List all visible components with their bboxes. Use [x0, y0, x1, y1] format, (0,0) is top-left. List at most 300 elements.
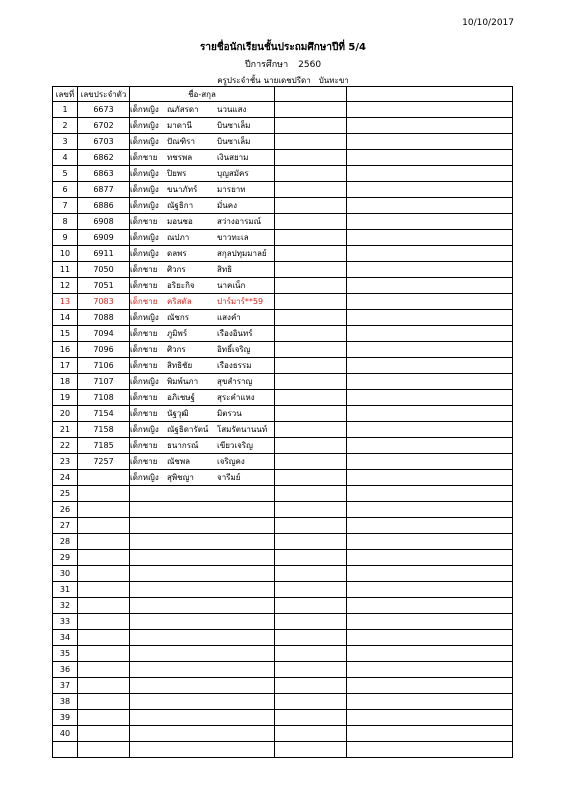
- table-row: [53, 102, 513, 118]
- blank-cell: [347, 358, 513, 374]
- student-id: 6863: [78, 166, 130, 182]
- student-id: [78, 598, 130, 614]
- table-row: [53, 518, 513, 534]
- first-name: อภิเชษฐ์: [167, 393, 195, 402]
- student-id: [78, 470, 130, 486]
- table-row: [53, 422, 513, 438]
- student-name: [130, 726, 275, 742]
- blank-cell: [347, 182, 513, 198]
- blank-cell: [275, 342, 347, 358]
- student-id: 7185: [78, 438, 130, 454]
- blank-cell: [275, 582, 347, 598]
- table-row: [53, 566, 513, 582]
- student-name: [130, 166, 275, 182]
- student-id: [78, 646, 130, 662]
- blank-cell: [275, 230, 347, 246]
- table-row: [53, 550, 513, 566]
- blank-cell: [347, 310, 513, 326]
- name-prefix: เด็กหญิง: [130, 473, 159, 482]
- student-name: [130, 374, 275, 390]
- name-prefix: เด็กหญิง: [130, 233, 159, 242]
- row-number: 18: [53, 374, 78, 390]
- blank-cell: [347, 486, 513, 502]
- student-name: [130, 102, 275, 118]
- student-id: [78, 678, 130, 694]
- first-name: ธนากรณ์: [167, 441, 199, 450]
- student-name: [130, 582, 275, 598]
- blank-cell: [347, 406, 513, 422]
- first-name: ดลพร: [167, 249, 187, 258]
- first-name: พิมพ์นภา: [167, 377, 199, 386]
- col-header-extra1: [275, 87, 347, 102]
- student-id: 7107: [78, 374, 130, 390]
- last-name: เจริญคง: [217, 457, 245, 466]
- student-name: [130, 710, 275, 726]
- student-id: [78, 630, 130, 646]
- row-number: 28: [53, 534, 78, 550]
- first-name: ณัฐธิดารัตน์: [167, 425, 209, 434]
- blank-cell: [347, 454, 513, 470]
- student-id: 7154: [78, 406, 130, 422]
- first-name: อริยะกิจ: [167, 281, 195, 290]
- last-name: แสงคำ: [217, 313, 241, 322]
- student-id: [78, 662, 130, 678]
- col-header-name: ชื่อ-สกุล: [130, 87, 275, 102]
- table-row: [53, 630, 513, 646]
- blank-cell: [347, 374, 513, 390]
- student-name: [130, 694, 275, 710]
- student-name: [130, 198, 275, 214]
- table-row: [53, 278, 513, 294]
- name-prefix: เด็กหญิง: [130, 201, 159, 210]
- last-name: ขาวทะเล: [217, 233, 249, 242]
- blank-cell: [347, 246, 513, 262]
- table-row: [53, 310, 513, 326]
- table-row: [53, 198, 513, 214]
- blank-cell: [347, 678, 513, 694]
- blank-cell: [275, 390, 347, 406]
- student-id: [78, 486, 130, 502]
- table-row: [53, 598, 513, 614]
- row-number: 8: [53, 214, 78, 230]
- student-name: [130, 550, 275, 566]
- table-row: [53, 486, 513, 502]
- student-name: [130, 358, 275, 374]
- col-header-extra2: [347, 87, 513, 102]
- student-id: 6886: [78, 198, 130, 214]
- row-number: 6: [53, 182, 78, 198]
- last-name: มารยาท: [217, 185, 246, 194]
- col-header-no: เลขที่: [53, 87, 78, 102]
- academic-year-label: ปีการศึกษา: [244, 60, 289, 70]
- row-number: 35: [53, 646, 78, 662]
- first-name: ศิวกร: [167, 265, 186, 274]
- student-id: 6702: [78, 118, 130, 134]
- name-prefix: เด็กชาย: [130, 457, 158, 466]
- blank-cell: [275, 374, 347, 390]
- blank-cell: [275, 294, 347, 310]
- table-row: [53, 710, 513, 726]
- student-id: [78, 502, 130, 518]
- table-row: [53, 294, 513, 310]
- blank-cell: [275, 614, 347, 630]
- student-name: [130, 246, 275, 262]
- blank-cell: [347, 118, 513, 134]
- academic-year-value: 2560: [298, 60, 322, 70]
- row-number: 4: [53, 150, 78, 166]
- student-id: [78, 534, 130, 550]
- table-row: [53, 246, 513, 262]
- row-number: 10: [53, 246, 78, 262]
- row-number: 5: [53, 166, 78, 182]
- blank-cell: [275, 150, 347, 166]
- table-row: [53, 214, 513, 230]
- blank-cell: [347, 470, 513, 486]
- table-row: [53, 342, 513, 358]
- blank-cell: [275, 262, 347, 278]
- student-id: 6911: [78, 246, 130, 262]
- name-prefix: เด็กชาย: [130, 409, 158, 418]
- blank-cell: [275, 310, 347, 326]
- first-name: สิทธิชัย: [167, 361, 193, 370]
- blank-cell: [275, 278, 347, 294]
- student-name: [130, 534, 275, 550]
- row-number: 9: [53, 230, 78, 246]
- last-name: สว่างอารมณ์: [217, 217, 262, 226]
- student-name: [130, 182, 275, 198]
- table-row: [53, 454, 513, 470]
- blank-cell: [275, 198, 347, 214]
- first-name: ปิยพร: [167, 169, 187, 178]
- blank-cell: [347, 438, 513, 454]
- student-name: [130, 518, 275, 534]
- blank-cell: [347, 534, 513, 550]
- row-number: 19: [53, 390, 78, 406]
- name-prefix: เด็กหญิง: [130, 169, 159, 178]
- row-number: 17: [53, 358, 78, 374]
- last-name: เขียวเจริญ: [217, 441, 253, 450]
- student-name: [130, 118, 275, 134]
- teacher-name: นายเดชปรีดา: [263, 76, 311, 85]
- blank-cell: [347, 710, 513, 726]
- student-name: [130, 214, 275, 230]
- table-row: [53, 678, 513, 694]
- first-name: ณปภา: [167, 233, 190, 242]
- student-name: [130, 438, 275, 454]
- row-number: 24: [53, 470, 78, 486]
- first-name: มอนชอ: [167, 217, 193, 226]
- blank-cell: [275, 742, 347, 758]
- student-id: [78, 614, 130, 630]
- blank-cell: [347, 726, 513, 742]
- student-name: [130, 262, 275, 278]
- student-id: [78, 694, 130, 710]
- row-number: 31: [53, 582, 78, 598]
- student-name: [130, 294, 275, 310]
- student-name: [130, 342, 275, 358]
- row-number: 15: [53, 326, 78, 342]
- name-prefix: เด็กชาย: [130, 329, 158, 338]
- student-name: [130, 678, 275, 694]
- blank-cell: [275, 534, 347, 550]
- blank-cell: [347, 166, 513, 182]
- blank-cell: [275, 406, 347, 422]
- first-name: ศิวกร: [167, 345, 186, 354]
- table-row: [53, 438, 513, 454]
- blank-cell: [275, 550, 347, 566]
- student-id: [78, 726, 130, 742]
- last-name: เรืองธรรม: [217, 361, 252, 370]
- row-number: 39: [53, 710, 78, 726]
- student-id: [78, 582, 130, 598]
- page-title: รายชื่อนักเรียนชั้นประถมศึกษาปีที่ 5/4: [200, 42, 366, 53]
- student-id: 7108: [78, 390, 130, 406]
- blank-cell: [347, 326, 513, 342]
- blank-cell: [275, 214, 347, 230]
- table-row: [53, 694, 513, 710]
- blank-cell: [347, 582, 513, 598]
- blank-cell: [275, 646, 347, 662]
- table-row: [53, 646, 513, 662]
- blank-cell: [347, 278, 513, 294]
- blank-cell: [275, 662, 347, 678]
- blank-cell: [347, 342, 513, 358]
- student-name: [130, 454, 275, 470]
- name-prefix: เด็กชาย: [130, 361, 158, 370]
- student-name: [130, 134, 275, 150]
- blank-cell: [275, 502, 347, 518]
- table-row: [53, 262, 513, 278]
- name-prefix: เด็กหญิง: [130, 313, 159, 322]
- name-prefix: เด็กหญิง: [130, 121, 159, 130]
- row-number: 25: [53, 486, 78, 502]
- last-name: เรืองอินทร์: [217, 329, 253, 338]
- row-number: 34: [53, 630, 78, 646]
- student-id: 7257: [78, 454, 130, 470]
- table-row: [53, 614, 513, 630]
- blank-cell: [275, 134, 347, 150]
- blank-cell: [275, 726, 347, 742]
- blank-cell: [347, 390, 513, 406]
- student-name: [130, 502, 275, 518]
- last-name: จารีมย์: [217, 473, 241, 482]
- name-prefix: เด็กชาย: [130, 441, 158, 450]
- blank-cell: [347, 694, 513, 710]
- blank-cell: [347, 646, 513, 662]
- row-number: 33: [53, 614, 78, 630]
- first-name: ทชรพล: [167, 153, 193, 162]
- student-id: 6908: [78, 214, 130, 230]
- table-row: [53, 406, 513, 422]
- last-name: บินซาเล็ม: [217, 121, 251, 130]
- student-id: 7094: [78, 326, 130, 342]
- blank-cell: [347, 294, 513, 310]
- blank-cell: [275, 518, 347, 534]
- name-prefix: เด็กชาย: [130, 345, 158, 354]
- table-row: [53, 358, 513, 374]
- last-name: โสมรัตนานนท์: [217, 425, 268, 434]
- row-number: [53, 742, 78, 758]
- table-header-row: [53, 87, 513, 102]
- blank-cell: [275, 454, 347, 470]
- student-id: 7158: [78, 422, 130, 438]
- blank-cell: [275, 566, 347, 582]
- row-number: 26: [53, 502, 78, 518]
- first-name: นัฐวุฒิ: [167, 409, 189, 418]
- first-name: คริสตัล: [167, 297, 192, 306]
- blank-cell: [275, 182, 347, 198]
- last-name: สกุลปทุมมาลย์: [217, 249, 267, 258]
- name-prefix: เด็กชาย: [130, 265, 158, 274]
- row-number: 36: [53, 662, 78, 678]
- print-date: 10/10/2017: [462, 18, 514, 28]
- table-row: [53, 230, 513, 246]
- blank-cell: [275, 710, 347, 726]
- row-number: 30: [53, 566, 78, 582]
- blank-cell: [275, 166, 347, 182]
- first-name: ปัณฑิรา: [167, 137, 195, 146]
- student-roster-table: [52, 86, 513, 758]
- last-name: สุระคำแหง: [217, 393, 255, 402]
- last-name: ปาร์มาร์**59: [217, 297, 264, 306]
- student-id: 7096: [78, 342, 130, 358]
- table-row: [53, 470, 513, 486]
- blank-cell: [275, 630, 347, 646]
- teacher-label: ครูประจำชั้น: [217, 76, 261, 85]
- student-name: [130, 630, 275, 646]
- blank-cell: [275, 598, 347, 614]
- blank-cell: [347, 662, 513, 678]
- first-name: ณภัสรดา: [167, 105, 199, 114]
- blank-cell: [347, 262, 513, 278]
- row-number: 1: [53, 102, 78, 118]
- last-name: บุญสมัคร: [217, 169, 249, 178]
- name-prefix: เด็กหญิง: [130, 137, 159, 146]
- student-id: 7051: [78, 278, 130, 294]
- blank-cell: [275, 486, 347, 502]
- table-row: [53, 742, 513, 758]
- student-name: [130, 470, 275, 486]
- last-name: บินซาเล็ม: [217, 137, 251, 146]
- name-prefix: เด็กชาย: [130, 297, 158, 306]
- last-name: มิตรวน: [217, 409, 242, 418]
- student-name: [130, 598, 275, 614]
- first-name: สุพิชญา: [167, 473, 194, 482]
- student-name: [130, 278, 275, 294]
- table-row: [53, 374, 513, 390]
- name-prefix: เด็กชาย: [130, 393, 158, 402]
- table-row: [53, 150, 513, 166]
- row-number: 22: [53, 438, 78, 454]
- last-name: สิทธิ: [217, 265, 233, 274]
- blank-cell: [347, 230, 513, 246]
- row-number: 40: [53, 726, 78, 742]
- blank-cell: [275, 246, 347, 262]
- student-id: [78, 566, 130, 582]
- row-number: 13: [53, 294, 78, 310]
- first-name: ณัฐธิกา: [167, 201, 194, 210]
- student-id: 7083: [78, 294, 130, 310]
- name-prefix: เด็กหญิง: [130, 377, 159, 386]
- last-name: นาคเน็ก: [217, 281, 246, 290]
- blank-cell: [347, 198, 513, 214]
- blank-cell: [275, 422, 347, 438]
- row-number: 7: [53, 198, 78, 214]
- table-row: [53, 534, 513, 550]
- academic-year: [0, 57, 566, 71]
- student-name: [130, 742, 275, 758]
- blank-cell: [275, 358, 347, 374]
- student-id: [78, 550, 130, 566]
- last-name: นวนแสง: [217, 105, 247, 114]
- table-row: [53, 134, 513, 150]
- row-number: 3: [53, 134, 78, 150]
- student-id: 7106: [78, 358, 130, 374]
- blank-cell: [347, 422, 513, 438]
- student-id: 7088: [78, 310, 130, 326]
- row-number: 2: [53, 118, 78, 134]
- blank-cell: [347, 502, 513, 518]
- blank-cell: [275, 102, 347, 118]
- row-number: 29: [53, 550, 78, 566]
- blank-cell: [347, 598, 513, 614]
- student-id: 6673: [78, 102, 130, 118]
- student-name: [130, 150, 275, 166]
- blank-cell: [347, 150, 513, 166]
- row-number: 27: [53, 518, 78, 534]
- student-id: [78, 518, 130, 534]
- first-name: ณัชพล: [167, 457, 191, 466]
- blank-cell: [275, 470, 347, 486]
- table-row: [53, 326, 513, 342]
- name-prefix: เด็กชาย: [130, 281, 158, 290]
- table-row: [53, 662, 513, 678]
- row-number: 14: [53, 310, 78, 326]
- name-prefix: เด็กหญิง: [130, 105, 159, 114]
- student-name: [130, 230, 275, 246]
- col-header-id: เลขประจำตัว: [78, 87, 130, 102]
- first-name: ขนาภัทร์: [167, 185, 198, 194]
- blank-cell: [347, 566, 513, 582]
- row-number: 21: [53, 422, 78, 438]
- row-number: 23: [53, 454, 78, 470]
- first-name: มาดานี: [167, 121, 192, 130]
- row-number: 38: [53, 694, 78, 710]
- first-name: ภูมิพร์: [167, 329, 188, 338]
- student-name: [130, 310, 275, 326]
- name-prefix: เด็กหญิง: [130, 249, 159, 258]
- student-name: [130, 406, 275, 422]
- name-prefix: เด็กชาย: [130, 153, 158, 162]
- teacher-surname: บันทะขา: [318, 76, 349, 85]
- blank-cell: [347, 102, 513, 118]
- row-number: 37: [53, 678, 78, 694]
- blank-cell: [275, 118, 347, 134]
- row-number: 12: [53, 278, 78, 294]
- name-prefix: เด็กหญิง: [130, 185, 159, 194]
- table-row: [53, 582, 513, 598]
- student-id: [78, 710, 130, 726]
- student-id: 6877: [78, 182, 130, 198]
- last-name: อิทธิ์เจริญ: [217, 345, 251, 354]
- row-number: 16: [53, 342, 78, 358]
- name-prefix: เด็กชาย: [130, 217, 158, 226]
- blank-cell: [347, 630, 513, 646]
- student-name: [130, 390, 275, 406]
- blank-cell: [275, 678, 347, 694]
- student-name: [130, 614, 275, 630]
- blank-cell: [347, 134, 513, 150]
